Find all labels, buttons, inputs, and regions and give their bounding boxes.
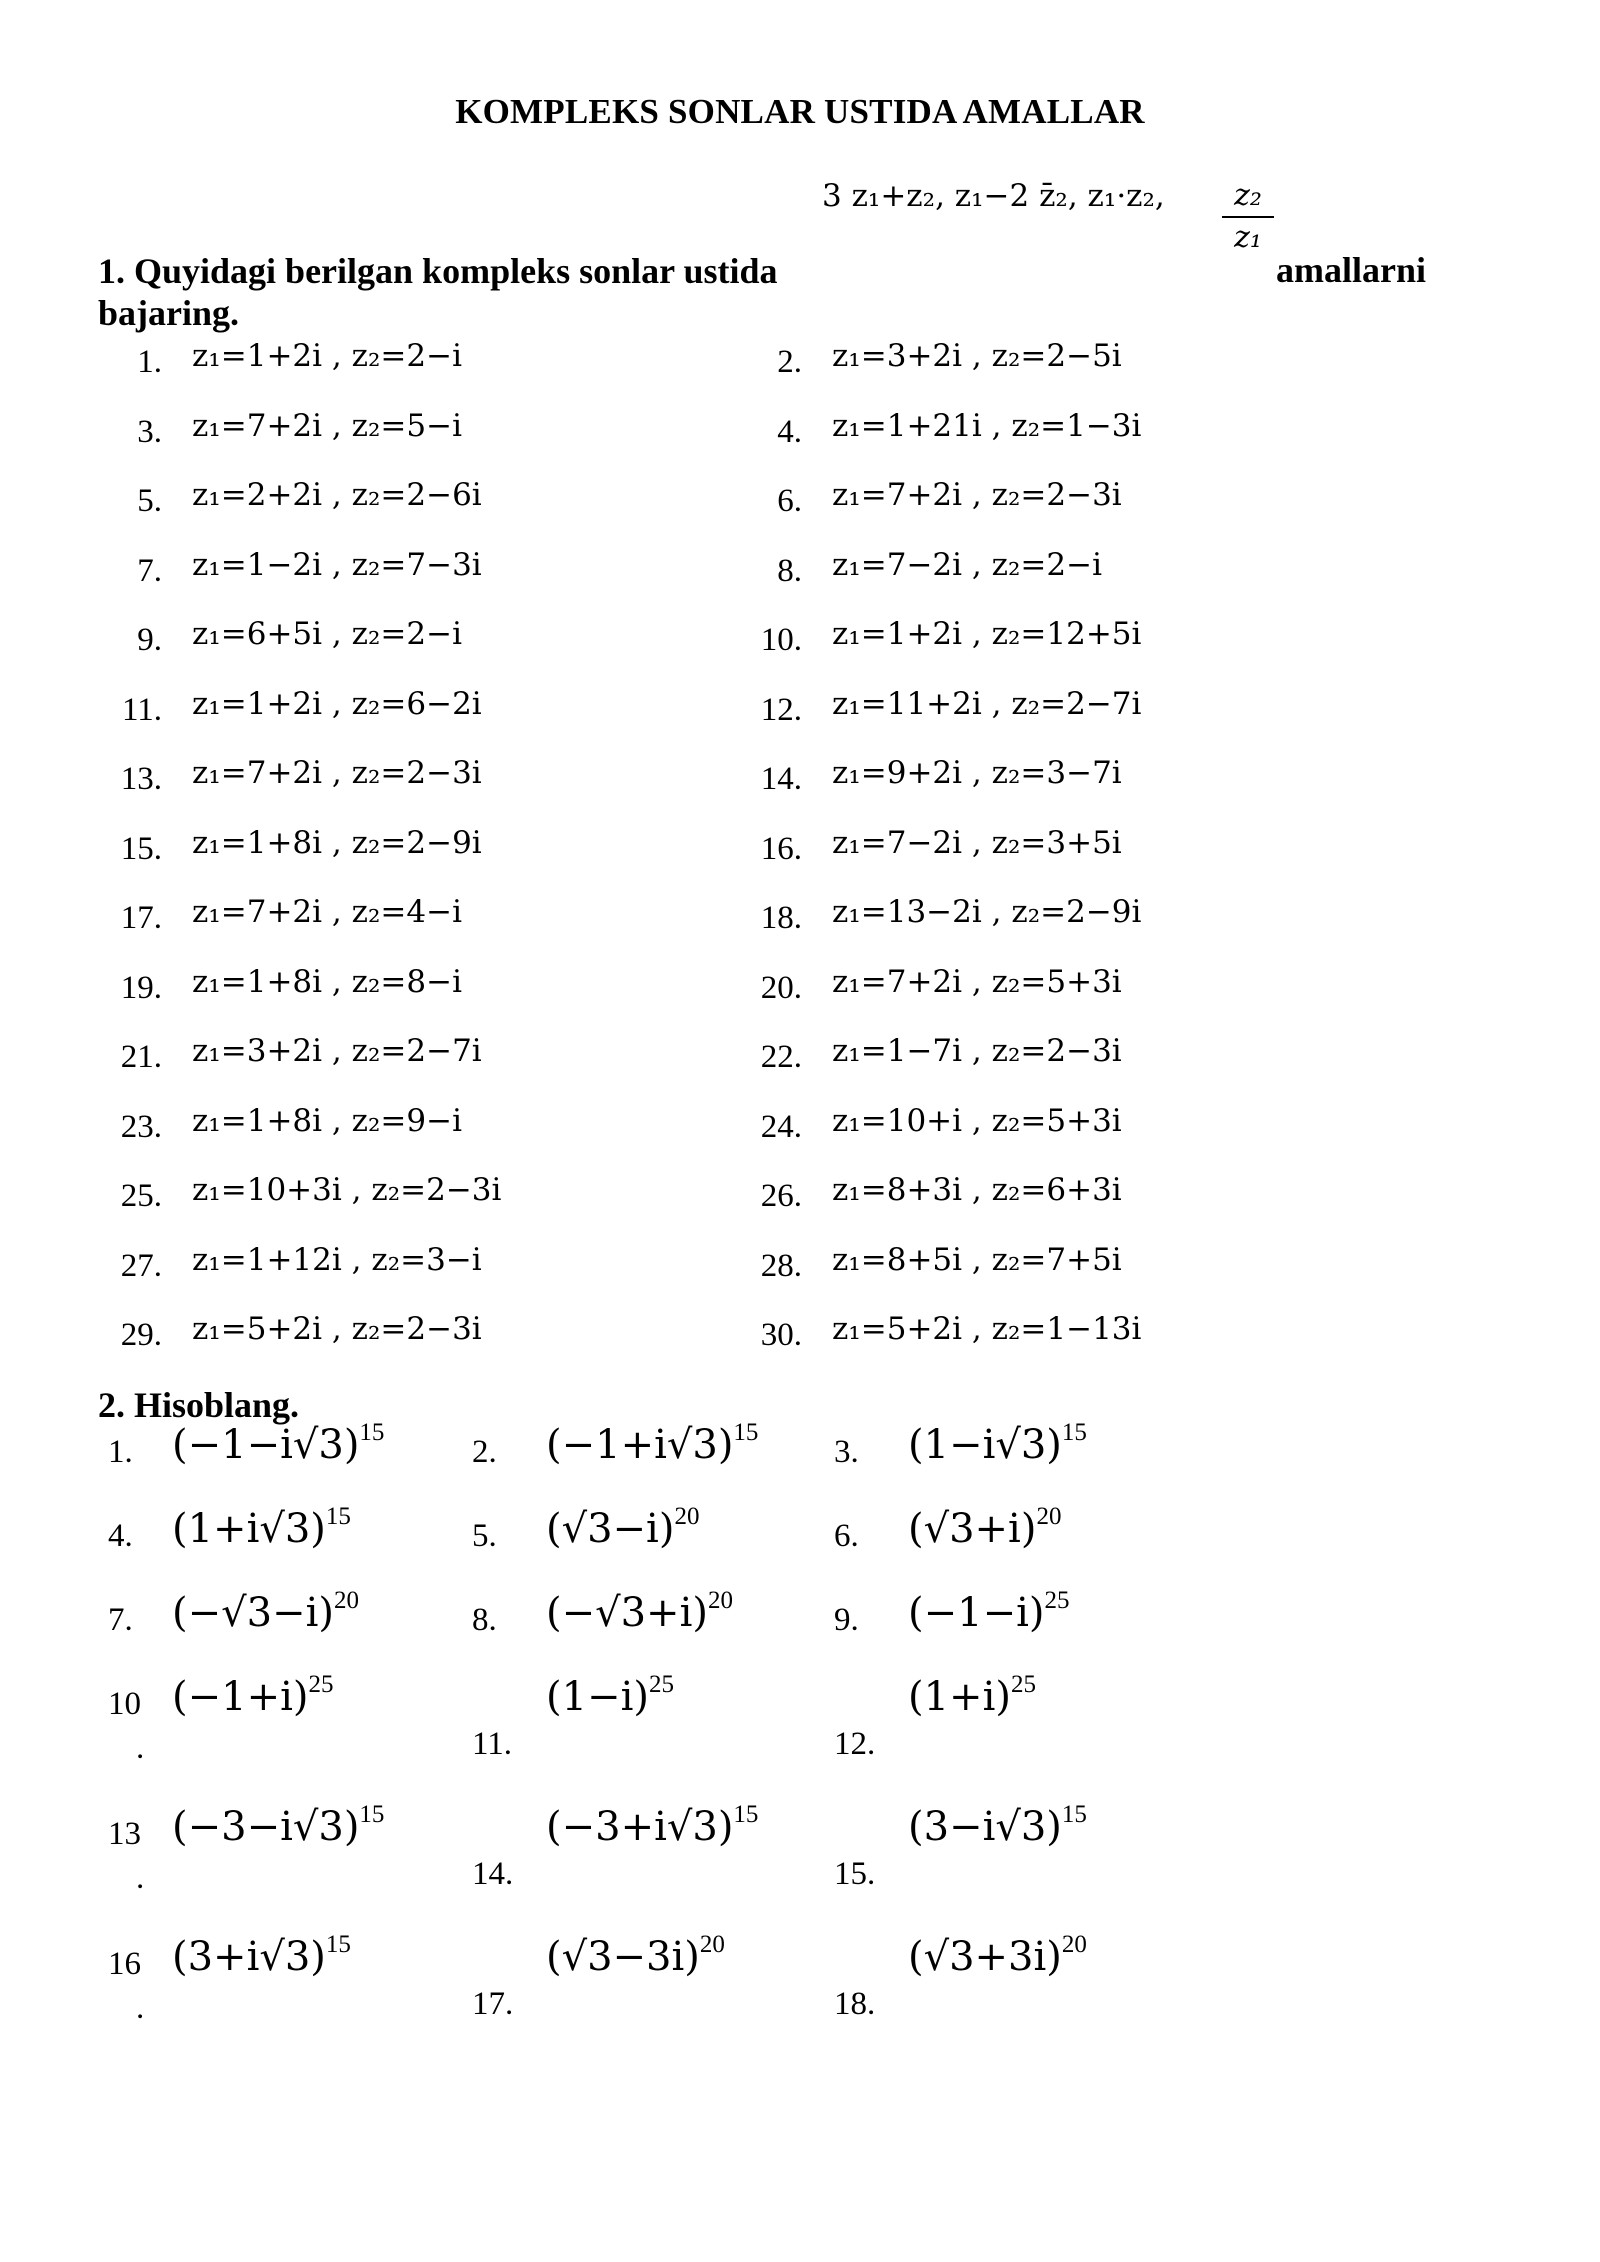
exercise-number: 13: [108, 1816, 141, 1852]
exercise1-item: [740, 477, 1122, 521]
exercise-number: 2.: [777, 344, 802, 380]
exercise-expression: z₁=7+2i , z₂=2−3i: [192, 755, 482, 791]
exercise-number: 6.: [834, 1518, 859, 1554]
exercise-expression: z₁=1+21i , z₂=1−3i: [832, 407, 1142, 444]
exercise-number: 25.: [120, 1178, 162, 1214]
exercise1-item: [740, 1311, 1142, 1355]
power-expression: [172, 1930, 351, 1980]
exercise-number: 8.: [472, 1602, 497, 1638]
power-expression: [172, 1670, 334, 1720]
exercise-expression: z₁=6+5i , z₂=2−i: [192, 616, 462, 652]
power-base: (√3+i): [908, 1506, 1037, 1552]
power-base: (√3+3i): [908, 1934, 1062, 1980]
power-base: (1−i√3): [908, 1422, 1062, 1468]
exercise-expression: z₁=7+2i , z₂=5+3i: [832, 963, 1122, 1000]
exercise-number: 12.: [834, 1726, 876, 1762]
power-expression: [546, 1502, 700, 1552]
exercise-expression: z₁=1+2i , z₂=6−2i: [192, 685, 482, 722]
power-exponent: 20: [699, 1930, 725, 1958]
exercise1-item: [740, 755, 1122, 799]
exercise-number: 3.: [834, 1434, 859, 1470]
exercise1-item: [740, 407, 1142, 452]
exercise1-item: [100, 546, 482, 591]
page-title: KOMPLEKS SONLAR USTIDA AMALLAR: [455, 92, 1145, 131]
trailing-word: amallarni: [1276, 250, 1426, 290]
exercise-number: 6.: [777, 483, 802, 519]
number-dot: .: [136, 1730, 145, 1766]
power-expression: [908, 1670, 1036, 1720]
exercise-number: 1.: [137, 344, 162, 380]
power-exponent: 20: [1036, 1502, 1062, 1530]
power-base: (−1−i): [908, 1590, 1045, 1636]
exercise1-item: [100, 407, 462, 452]
exercise-expression: z₁=5+2i , z₂=1−13i: [832, 1311, 1142, 1347]
power-base: (√3−i): [546, 1506, 675, 1552]
exercise1-item: [100, 1172, 502, 1216]
power-base: (3−i√3): [908, 1804, 1062, 1850]
exercise1-item: [740, 546, 1102, 591]
exercise1-item: [740, 963, 1122, 1008]
power-exponent: 25: [1010, 1670, 1036, 1698]
fraction-z2-over-z1: [1222, 178, 1274, 256]
fraction-denominator: z₁: [1234, 220, 1262, 255]
exercise-number: 7.: [137, 552, 162, 589]
power-exponent: 25: [648, 1670, 674, 1698]
exercise-number: 10: [108, 1686, 141, 1722]
power-expression: [908, 1502, 1062, 1552]
exercise-expression: z₁=1−2i , z₂=7−3i: [192, 546, 482, 583]
exercise-expression: z₁=3+2i , z₂=2−7i: [192, 1033, 482, 1069]
exercise-number: 27.: [120, 1247, 162, 1284]
number-dot: .: [136, 1990, 145, 2026]
power-base: (−1+i): [172, 1674, 309, 1720]
exercise-number: 11.: [472, 1726, 513, 1762]
exercise-expression: z₁=1+2i , z₂=2−i: [192, 338, 462, 374]
exercise-number: 28.: [760, 1247, 802, 1284]
power-exponent: 25: [1044, 1586, 1070, 1614]
exercise-number: 8.: [777, 552, 802, 589]
exercise1-item: [100, 894, 462, 938]
power-base: (−√3−i): [172, 1590, 334, 1636]
exercise-number: 3.: [137, 413, 162, 450]
power-base: (1−i): [546, 1674, 649, 1720]
fraction-bar: [1222, 216, 1274, 218]
power-exponent: 20: [674, 1502, 700, 1530]
power-expression: [546, 1418, 759, 1468]
power-expression: [908, 1800, 1087, 1850]
power-exponent: 15: [325, 1930, 351, 1958]
exercise-number: 19.: [120, 969, 162, 1006]
exercise-expression: z₁=1−7i , z₂=2−3i: [832, 1033, 1122, 1069]
exercise-expression: z₁=7+2i , z₂=4−i: [192, 894, 462, 930]
power-exponent: 25: [308, 1670, 334, 1698]
exercise-expression: z₁=5+2i , z₂=2−3i: [192, 1311, 482, 1347]
exercise-expression: z₁=8+3i , z₂=6+3i: [832, 1172, 1122, 1208]
power-base: (−1+i√3): [546, 1422, 734, 1468]
power-base: (1+i√3): [172, 1506, 326, 1552]
power-expression: [172, 1502, 351, 1552]
exercise1-item: [740, 824, 1122, 869]
exercise-number: 2.: [472, 1434, 497, 1470]
exercise-number: 12.: [760, 691, 802, 728]
exercise-expression: z₁=1+8i , z₂=2−9i: [192, 824, 482, 861]
power-expression: [172, 1800, 385, 1850]
section1-heading-line2: bajaring.: [98, 293, 240, 333]
exercise1-item: [740, 338, 1122, 382]
exercise-number: 29.: [120, 1317, 162, 1353]
exercise1-item: [740, 616, 1142, 660]
number-dot: .: [136, 1860, 145, 1896]
exercise-number: 9.: [137, 622, 162, 658]
exercise1-item: [100, 338, 462, 382]
exercise-number: 13.: [120, 761, 162, 797]
exercise-expression: z₁=11+2i , z₂=2−7i: [832, 685, 1142, 722]
exercise-number: 21.: [120, 1039, 162, 1075]
exercise-expression: z₁=7+2i , z₂=5−i: [192, 407, 462, 444]
exercise1-item: [100, 1102, 462, 1147]
exercise-expression: z₁=3+2i , z₂=2−5i: [832, 338, 1122, 374]
exercise1-item: [740, 685, 1142, 730]
exercise1-item: [740, 894, 1142, 938]
exercise-number: 7.: [108, 1602, 133, 1638]
exercise1-item: [100, 616, 462, 660]
fraction-numerator: z₂: [1234, 178, 1262, 213]
exercise-number: 9.: [834, 1602, 859, 1638]
exercise-number: 16.: [760, 830, 802, 867]
power-base: (√3−3i): [546, 1934, 700, 1980]
exercise-number: 14.: [472, 1856, 514, 1892]
power-base: (1+i): [908, 1674, 1011, 1720]
exercise-number: 4.: [108, 1518, 133, 1554]
exercise-number: 5.: [472, 1518, 497, 1554]
power-expression: [908, 1586, 1070, 1636]
power-exponent: 15: [733, 1800, 759, 1828]
exercise-number: 18.: [834, 1986, 876, 2022]
exercise-number: 24.: [760, 1108, 802, 1145]
exercise-expression: z₁=9+2i , z₂=3−7i: [832, 755, 1122, 791]
exercise1-item: [100, 963, 462, 1008]
exercise-number: 11.: [121, 691, 162, 728]
exercise-number: 30.: [760, 1317, 802, 1353]
power-exponent: 20: [707, 1586, 733, 1614]
power-exponent: 15: [733, 1418, 759, 1446]
exercise-number: 16: [108, 1946, 141, 1982]
exercise-number: 10.: [760, 622, 802, 658]
exercise-expression: z₁=1+12i , z₂=3−i: [192, 1241, 482, 1278]
exercise1-item: [100, 824, 482, 869]
exercise1-item: [100, 755, 482, 799]
exercise-number: 15.: [834, 1856, 876, 1892]
exercise-expression: z₁=2+2i , z₂=2−6i: [192, 477, 482, 513]
exercise-expression: z₁=7−2i , z₂=3+5i: [832, 824, 1122, 861]
power-exponent: 20: [333, 1586, 359, 1614]
exercise-number: 4.: [777, 413, 802, 450]
exercise-number: 23.: [120, 1108, 162, 1145]
power-expression: [546, 1800, 759, 1850]
exercise-expression: z₁=10+3i , z₂=2−3i: [192, 1172, 502, 1208]
exercise1-item: [740, 1172, 1122, 1216]
power-expression: [546, 1670, 674, 1720]
exercise-number: 20.: [760, 969, 802, 1006]
power-exponent: 15: [325, 1502, 351, 1530]
power-base: (−√3+i): [546, 1590, 708, 1636]
exercise-number: 15.: [120, 830, 162, 867]
power-exponent: 15: [1061, 1800, 1087, 1828]
power-expression: [908, 1930, 1087, 1980]
power-base: (−3+i√3): [546, 1804, 734, 1850]
exercise1-item: [100, 1311, 482, 1355]
exercise1-item: [740, 1241, 1122, 1286]
exercise-expression: z₁=1+2i , z₂=12+5i: [832, 616, 1142, 652]
exercise1-item: [100, 685, 482, 730]
exercise-number: 1.: [108, 1434, 133, 1470]
exercise-expression: z₁=7−2i , z₂=2−i: [832, 546, 1102, 583]
exercise1-item: [100, 1033, 482, 1077]
power-expression: [172, 1418, 385, 1468]
power-base: (−1−i√3): [172, 1422, 360, 1468]
power-exponent: 20: [1061, 1930, 1087, 1958]
section2-heading: 2. Hisoblang.: [98, 1385, 300, 1425]
section1-heading-line1: 1. Quyidagi berilgan kompleks sonlar ustida: [98, 251, 778, 291]
exercise1-item: [740, 1102, 1122, 1147]
exercise1-item: [740, 1033, 1122, 1077]
power-expression: [172, 1586, 359, 1636]
exercise-number: 5.: [137, 483, 162, 519]
power-base: (3+i√3): [172, 1934, 326, 1980]
exercise-number: 17.: [472, 1986, 514, 2022]
exercise-number: 18.: [760, 900, 802, 936]
exercise-expression: z₁=13−2i , z₂=2−9i: [832, 894, 1142, 930]
exercise1-item: [100, 1241, 482, 1286]
power-expression: [546, 1586, 733, 1636]
exercise1-item: [100, 477, 482, 521]
power-exponent: 15: [359, 1800, 385, 1828]
exercise-number: 14.: [760, 761, 802, 797]
power-exponent: 15: [1061, 1418, 1087, 1446]
operations-list: 3 z₁+z₂, z₁−2 z̄₂, z₁·z₂,: [822, 178, 1165, 214]
exercise-expression: z₁=8+5i , z₂=7+5i: [832, 1241, 1122, 1278]
exercise-expression: z₁=10+i , z₂=5+3i: [832, 1102, 1122, 1139]
exercise-number: 26.: [760, 1178, 802, 1214]
exercise-expression: z₁=7+2i , z₂=2−3i: [832, 477, 1122, 513]
exercise-expression: z₁=1+8i , z₂=8−i: [192, 963, 462, 1000]
power-exponent: 15: [359, 1418, 385, 1446]
exercise-number: 17.: [120, 900, 162, 936]
exercise-number: 22.: [760, 1039, 802, 1075]
power-expression: [908, 1418, 1087, 1468]
power-base: (−3−i√3): [172, 1804, 360, 1850]
power-expression: [546, 1930, 725, 1980]
exercise-expression: z₁=1+8i , z₂=9−i: [192, 1102, 462, 1139]
